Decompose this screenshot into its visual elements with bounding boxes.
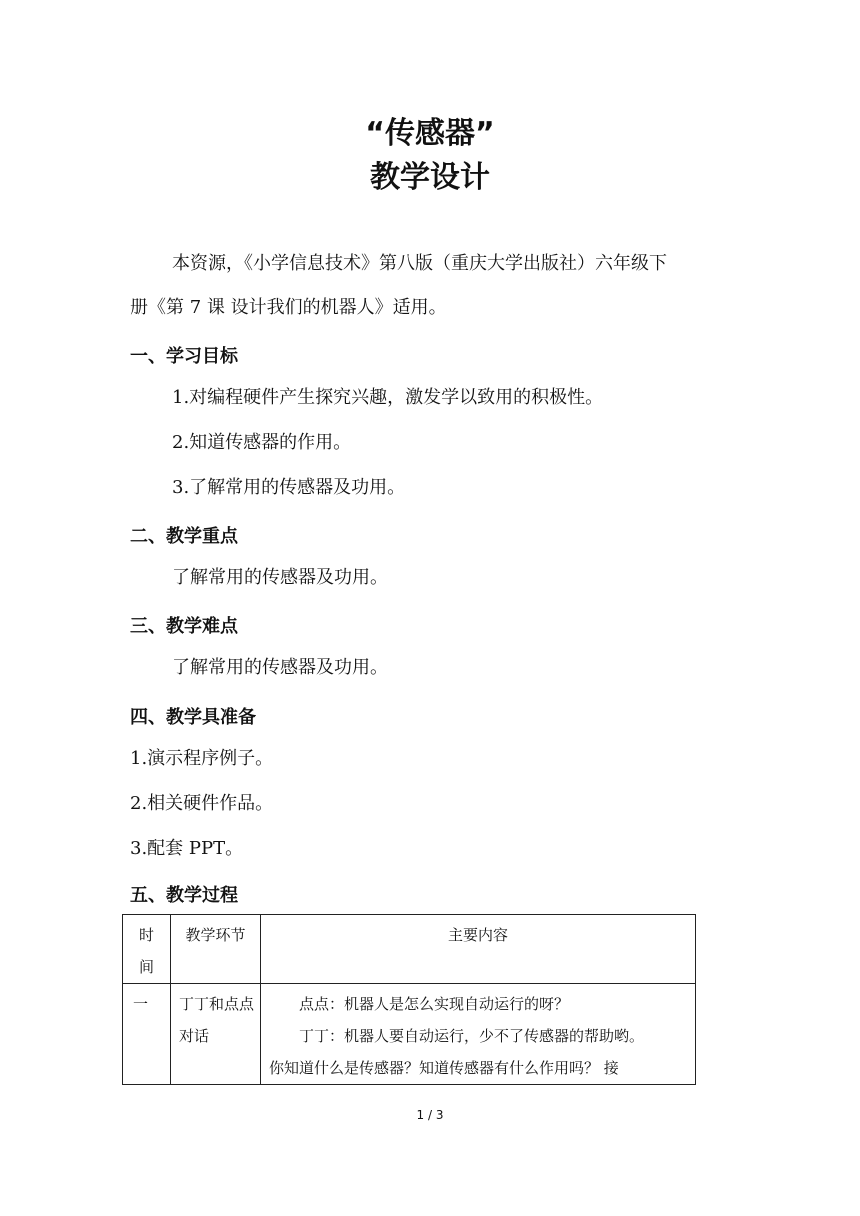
goal-item: 3.了解常用的传感器及功用。: [172, 477, 406, 498]
material-item: 2.相关硬件作品。: [130, 793, 274, 814]
cell-content: [261, 984, 695, 1084]
cell-stage: 丁丁和点点对话: [179, 995, 255, 1045]
intro-line2: 册《第 7 课 设计我们的机器人》适用。: [130, 297, 447, 318]
content-line: 丁丁：机器人要自动运行，少不了传感器的帮助哟。: [299, 1027, 645, 1045]
content-line: 你知道什么是传感器？知道传感器有什么作用吗？ 接: [269, 1059, 619, 1077]
table-header-row: [123, 915, 696, 984]
column-header-content: 主要内容: [447, 926, 508, 944]
cell-time: 一: [133, 995, 149, 1013]
doc-title-line1: “传感器”: [365, 116, 495, 151]
page-number: 1 / 3: [416, 1108, 444, 1122]
goal-item: 1.对编程硬件产生探究兴趣，激发学以致用的积极性。: [172, 387, 604, 408]
difficulties-text: 了解常用的传感器及功用。: [172, 657, 388, 678]
material-item: 3.配套 PPT。: [130, 838, 244, 859]
section-heading-process: 五、教学过程: [130, 885, 238, 906]
key-points-text: 了解常用的传感器及功用。: [172, 567, 388, 588]
table-row: [123, 984, 696, 1085]
column-header-time: 时间: [138, 926, 154, 976]
doc-title-line2: 教学设计: [370, 160, 490, 195]
goal-item: 2.知道传感器的作用。: [172, 432, 352, 453]
section-heading-key-points: 二、教学重点: [130, 526, 238, 547]
section-heading-materials: 四、教学具准备: [130, 707, 256, 728]
material-item: 1.演示程序例子。: [130, 748, 274, 769]
section-heading-difficulties: 三、教学难点: [130, 616, 238, 637]
process-table: [122, 914, 696, 1085]
content-line: 点点：机器人是怎么实现自动运行的呀？: [299, 995, 570, 1013]
column-header-stage: 教学环节: [185, 926, 246, 944]
section-heading-goals: 一、学习目标: [130, 346, 238, 367]
intro-line1: 本资源，《小学信息技术》第八版（重庆大学出版社）六年级下: [172, 253, 667, 274]
